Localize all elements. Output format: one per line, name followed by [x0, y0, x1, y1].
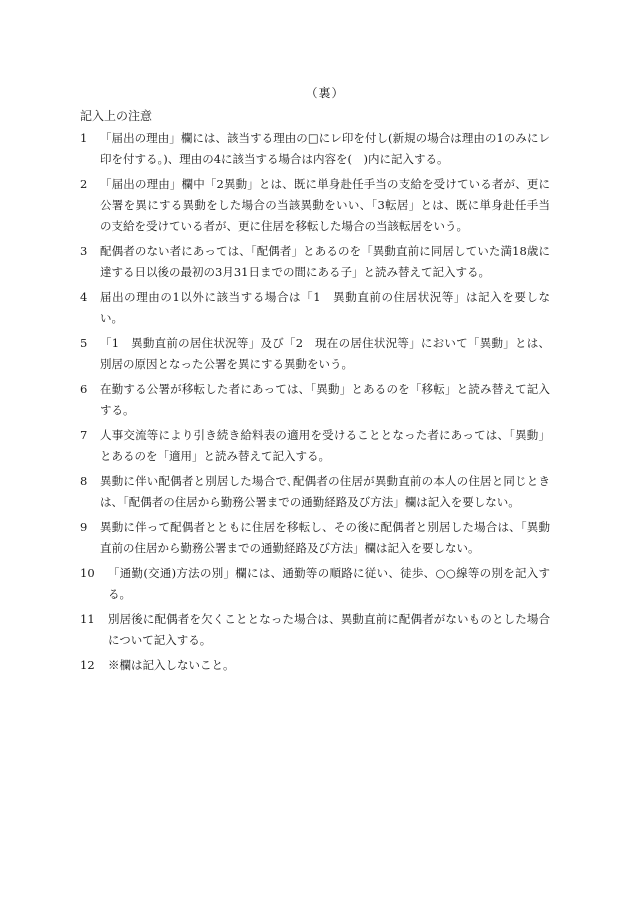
- note-number: 7: [80, 428, 88, 442]
- note-item: [80, 563, 550, 605]
- note-item: [80, 128, 550, 170]
- note-number: 10: [80, 566, 95, 580]
- note-text: 「1 異動直前の居住状況等」及び「2 現在の居住状況等」において「異動」とは、別居の原因となった公署を異にする異動をいう。: [100, 336, 550, 371]
- note-number: 4: [80, 290, 88, 304]
- note-text: ※欄は記入しないこと。: [108, 658, 235, 672]
- note-text: 人事交流等により引き続き給料表の適用を受けることとなった者にあっては、「異動」とあるのを「適用」と読み替えて記入する。: [100, 428, 550, 463]
- note-item: [80, 287, 550, 329]
- page-side-label: （裏）: [305, 86, 345, 100]
- note-item: [80, 517, 550, 559]
- note-item: [80, 333, 550, 375]
- note-item: [80, 655, 550, 676]
- note-number: 3: [80, 244, 88, 258]
- note-number: 12: [80, 658, 95, 672]
- note-item: [80, 471, 550, 513]
- note-item: [80, 379, 550, 421]
- note-number: 5: [80, 336, 88, 350]
- note-number: 9: [80, 520, 88, 534]
- note-text: 「通勤(交通)方法の別」欄には、通勤等の順路に従い、徒歩、○○線等の別を記入する。: [108, 566, 550, 601]
- section-title: 記入上の注意: [80, 109, 153, 123]
- note-text: 異動に伴い配偶者と別居した場合で､配偶者の住居が異動直前の本人の住居と同じときは、「配偶者の住居から勤務公署までの通勤経路及び方法」欄は記入を要しない。: [100, 474, 550, 509]
- note-number: 6: [80, 382, 88, 396]
- notes-list: [80, 128, 550, 680]
- note-text: 異動に伴って配偶者とともに住居を移転し、その後に配偶者と別居した場合は、「異動直前の住居から勤務公署までの通勤経路及び方法」欄は記入を要しない。: [100, 520, 550, 555]
- note-number: 1: [80, 131, 88, 145]
- note-item: [80, 609, 550, 651]
- note-number: 11: [80, 612, 95, 626]
- note-text: 届出の理由の1以外に該当する場合は「1 異動直前の住居状況等」は記入を要しない。: [100, 290, 550, 325]
- note-text: 「届出の理由」欄には、該当する理由の□にレ印を付し(新規の場合は理由の1のみにレ印を付する。)、理由の4に該当する場合は内容を( )内に記入する。: [100, 131, 550, 166]
- note-item: [80, 425, 550, 467]
- note-item: [80, 174, 550, 237]
- note-number: 2: [80, 177, 88, 191]
- note-text: 「届出の理由」欄中「2異動」とは、既に単身赴任手当の支給を受けている者が、更に公署を異にする異動をした場合の当該異動をいい、「3転居」とは、既に単身赴任手当の支給を受けている者が、更に住居を移転した場合の当該転居をいう。: [100, 177, 550, 233]
- note-item: [80, 241, 550, 283]
- note-text: 配偶者のない者にあっては、「配偶者」とあるのを「異動直前に同居していた満18歳に達する日以後の最初の3月31日までの間にある子」と読み替えて記入する。: [100, 244, 550, 279]
- note-number: 8: [80, 474, 88, 488]
- note-text: 在勤する公署が移転した者にあっては、「異動」とあるのを「移転」と読み替えて記入する。: [100, 382, 550, 417]
- note-text: 別居後に配偶者を欠くこととなった場合は、異動直前に配偶者がないものとした場合について記入する。: [108, 612, 550, 647]
